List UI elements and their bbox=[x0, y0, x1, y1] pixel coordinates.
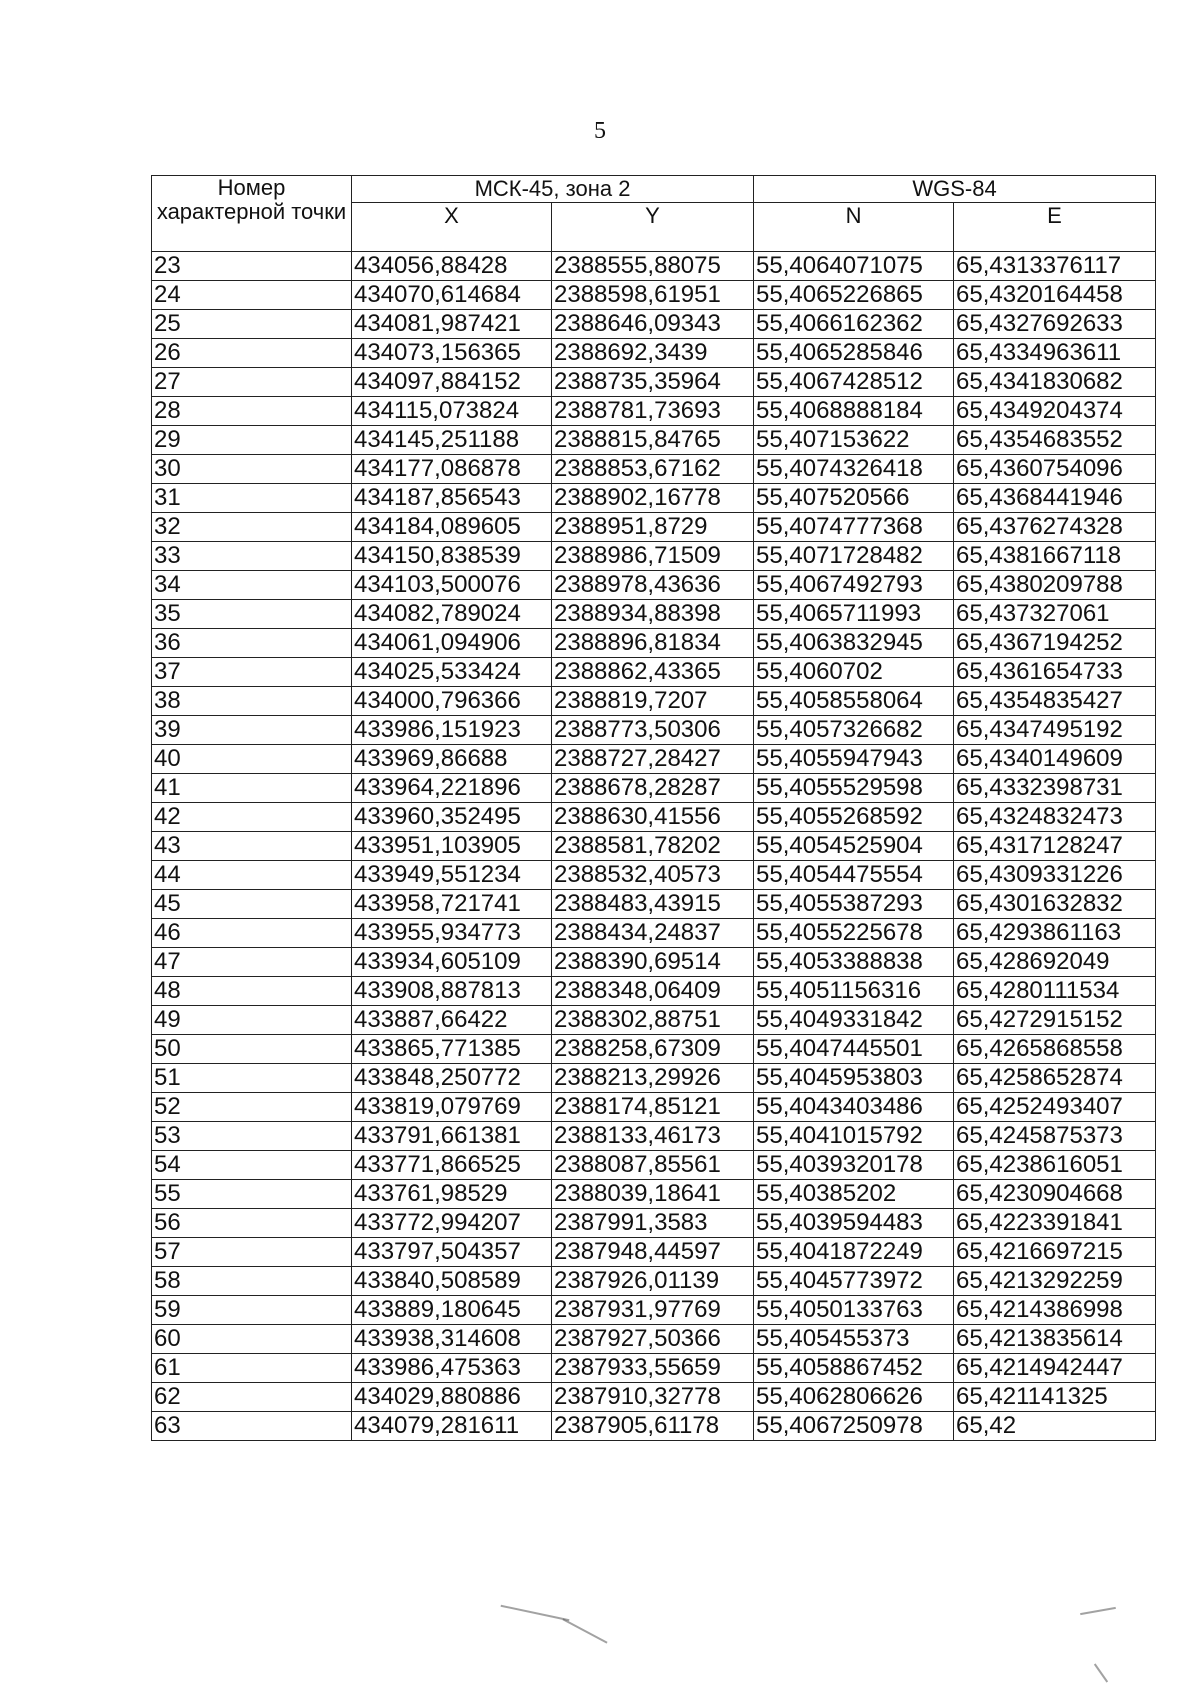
y-cell: 2388174,85121 bbox=[552, 1093, 754, 1122]
x-cell: 433986,151923 bbox=[352, 716, 552, 745]
n-cell: 55,4058867452 bbox=[754, 1354, 954, 1383]
y-cell: 2388815,84765 bbox=[552, 426, 754, 455]
point-number-cell: 47 bbox=[152, 948, 352, 977]
e-cell: 65,4360754096 bbox=[954, 455, 1156, 484]
table-row bbox=[152, 455, 1156, 484]
point-number-cell: 51 bbox=[152, 1064, 352, 1093]
n-cell: 55,4065226865 bbox=[754, 281, 954, 310]
y-cell: 2388862,43365 bbox=[552, 658, 754, 687]
n-cell: 55,4043403486 bbox=[754, 1093, 954, 1122]
y-cell: 2388902,16778 bbox=[552, 484, 754, 513]
table-row bbox=[152, 687, 1156, 716]
point-number-cell: 35 bbox=[152, 600, 352, 629]
table-row bbox=[152, 861, 1156, 890]
n-cell: 55,4039320178 bbox=[754, 1151, 954, 1180]
e-cell: 65,4380209788 bbox=[954, 571, 1156, 600]
point-number-cell: 28 bbox=[152, 397, 352, 426]
e-cell: 65,4313376117 bbox=[954, 252, 1156, 281]
table-row bbox=[152, 890, 1156, 919]
scan-scribble bbox=[501, 1605, 570, 1622]
point-number-cell: 32 bbox=[152, 513, 352, 542]
point-number-cell: 57 bbox=[152, 1238, 352, 1267]
e-cell: 65,4216697215 bbox=[954, 1238, 1156, 1267]
e-cell: 65,4258652874 bbox=[954, 1064, 1156, 1093]
x-cell: 433797,504357 bbox=[352, 1238, 552, 1267]
header-row-groups bbox=[152, 176, 1156, 203]
table-row bbox=[152, 571, 1156, 600]
table-row bbox=[152, 368, 1156, 397]
table-row bbox=[152, 919, 1156, 948]
n-cell: 55,40385202 bbox=[754, 1180, 954, 1209]
point-number-cell: 56 bbox=[152, 1209, 352, 1238]
y-cell: 2388133,46173 bbox=[552, 1122, 754, 1151]
y-cell: 2387991,3583 bbox=[552, 1209, 754, 1238]
e-cell: 65,4293861163 bbox=[954, 919, 1156, 948]
table-row bbox=[152, 426, 1156, 455]
point-number-cell: 53 bbox=[152, 1122, 352, 1151]
n-header: N bbox=[754, 203, 954, 252]
e-cell: 65,4272915152 bbox=[954, 1006, 1156, 1035]
x-cell: 434115,073824 bbox=[352, 397, 552, 426]
point-number-cell: 54 bbox=[152, 1151, 352, 1180]
e-cell: 65,4381667118 bbox=[954, 542, 1156, 571]
point-number-cell: 43 bbox=[152, 832, 352, 861]
e-cell: 65,4354835427 bbox=[954, 687, 1156, 716]
n-cell: 55,4067492793 bbox=[754, 571, 954, 600]
point-number-cell: 44 bbox=[152, 861, 352, 890]
y-cell: 2388348,06409 bbox=[552, 977, 754, 1006]
y-cell: 2388532,40573 bbox=[552, 861, 754, 890]
point-number-cell: 52 bbox=[152, 1093, 352, 1122]
n-cell: 55,4049331842 bbox=[754, 1006, 954, 1035]
page-number: 5 bbox=[594, 118, 606, 144]
table-row bbox=[152, 1064, 1156, 1093]
point-number-cell: 39 bbox=[152, 716, 352, 745]
x-cell: 433964,221896 bbox=[352, 774, 552, 803]
e-cell: 65,4213835614 bbox=[954, 1325, 1156, 1354]
table-row bbox=[152, 1238, 1156, 1267]
scan-scribble bbox=[562, 1618, 607, 1643]
n-cell: 55,4058558064 bbox=[754, 687, 954, 716]
e-cell: 65,428692049 bbox=[954, 948, 1156, 977]
x-cell: 434097,884152 bbox=[352, 368, 552, 397]
y-cell: 2388039,18641 bbox=[552, 1180, 754, 1209]
point-number-cell: 49 bbox=[152, 1006, 352, 1035]
point-number-cell: 55 bbox=[152, 1180, 352, 1209]
point-number-cell: 25 bbox=[152, 310, 352, 339]
wgs84-header: WGS-84 bbox=[754, 176, 1156, 203]
msk45-zone2-header: МСК-45, зона 2 bbox=[352, 176, 754, 203]
y-cell: 2387931,97769 bbox=[552, 1296, 754, 1325]
x-cell: 434150,838539 bbox=[352, 542, 552, 571]
n-cell: 55,4067428512 bbox=[754, 368, 954, 397]
point-number-cell: 29 bbox=[152, 426, 352, 455]
e-header: E bbox=[954, 203, 1156, 252]
y-cell: 2387948,44597 bbox=[552, 1238, 754, 1267]
n-cell: 55,4047445501 bbox=[754, 1035, 954, 1064]
point-number-cell: 41 bbox=[152, 774, 352, 803]
e-cell: 65,4238616051 bbox=[954, 1151, 1156, 1180]
table-row bbox=[152, 600, 1156, 629]
y-cell: 2387933,55659 bbox=[552, 1354, 754, 1383]
y-header: Y bbox=[552, 203, 754, 252]
point-number-cell: 38 bbox=[152, 687, 352, 716]
e-cell: 65,4317128247 bbox=[954, 832, 1156, 861]
table-row bbox=[152, 542, 1156, 571]
y-cell: 2388555,88075 bbox=[552, 252, 754, 281]
x-cell: 434184,089605 bbox=[352, 513, 552, 542]
table-row bbox=[152, 1180, 1156, 1209]
x-cell: 434029,880886 bbox=[352, 1383, 552, 1412]
n-cell: 55,4074777368 bbox=[754, 513, 954, 542]
point-number-cell: 59 bbox=[152, 1296, 352, 1325]
y-cell: 2388951,8729 bbox=[552, 513, 754, 542]
y-cell: 2388978,43636 bbox=[552, 571, 754, 600]
table-row bbox=[152, 1412, 1156, 1441]
scan-scribble bbox=[1094, 1663, 1108, 1682]
point-number-cell: 46 bbox=[152, 919, 352, 948]
n-cell: 55,4051156316 bbox=[754, 977, 954, 1006]
x-cell: 434081,987421 bbox=[352, 310, 552, 339]
x-cell: 433819,079769 bbox=[352, 1093, 552, 1122]
point-number-cell: 23 bbox=[152, 252, 352, 281]
x-cell: 433934,605109 bbox=[352, 948, 552, 977]
table-row bbox=[152, 339, 1156, 368]
x-header: X bbox=[352, 203, 552, 252]
e-cell: 65,4340149609 bbox=[954, 745, 1156, 774]
x-cell: 434000,796366 bbox=[352, 687, 552, 716]
table-row bbox=[152, 716, 1156, 745]
e-cell: 65,4334963611 bbox=[954, 339, 1156, 368]
y-cell: 2387927,50366 bbox=[552, 1325, 754, 1354]
table-row bbox=[152, 1354, 1156, 1383]
table-row bbox=[152, 1151, 1156, 1180]
table-row bbox=[152, 977, 1156, 1006]
table-row bbox=[152, 1035, 1156, 1064]
x-cell: 434079,281611 bbox=[352, 1412, 552, 1441]
e-cell: 65,4223391841 bbox=[954, 1209, 1156, 1238]
y-cell: 2388678,28287 bbox=[552, 774, 754, 803]
point-number-cell: 36 bbox=[152, 629, 352, 658]
e-cell: 65,4354683552 bbox=[954, 426, 1156, 455]
y-cell: 2388781,73693 bbox=[552, 397, 754, 426]
x-cell: 433949,551234 bbox=[352, 861, 552, 890]
y-cell: 2387905,61178 bbox=[552, 1412, 754, 1441]
table-row bbox=[152, 1006, 1156, 1035]
e-cell: 65,4252493407 bbox=[954, 1093, 1156, 1122]
table-row bbox=[152, 1296, 1156, 1325]
y-cell: 2388934,88398 bbox=[552, 600, 754, 629]
point-number-cell: 63 bbox=[152, 1412, 352, 1441]
n-cell: 55,4053388838 bbox=[754, 948, 954, 977]
n-cell: 55,4062806626 bbox=[754, 1383, 954, 1412]
y-cell: 2388630,41556 bbox=[552, 803, 754, 832]
x-cell: 433958,721741 bbox=[352, 890, 552, 919]
e-cell: 65,4341830682 bbox=[954, 368, 1156, 397]
table-body bbox=[152, 252, 1156, 1441]
point-number-cell: 33 bbox=[152, 542, 352, 571]
point-number-cell: 26 bbox=[152, 339, 352, 368]
e-cell: 65,4320164458 bbox=[954, 281, 1156, 310]
point-number-cell: 60 bbox=[152, 1325, 352, 1354]
n-cell: 55,4066162362 bbox=[754, 310, 954, 339]
n-cell: 55,4045773972 bbox=[754, 1267, 954, 1296]
e-cell: 65,4214942447 bbox=[954, 1354, 1156, 1383]
n-cell: 55,4068888184 bbox=[754, 397, 954, 426]
e-cell: 65,4301632832 bbox=[954, 890, 1156, 919]
x-cell: 434073,156365 bbox=[352, 339, 552, 368]
n-cell: 55,407153622 bbox=[754, 426, 954, 455]
table-row bbox=[152, 1267, 1156, 1296]
n-cell: 55,4039594483 bbox=[754, 1209, 954, 1238]
n-cell: 55,407520566 bbox=[754, 484, 954, 513]
point-number-cell: 42 bbox=[152, 803, 352, 832]
y-cell: 2387926,01139 bbox=[552, 1267, 754, 1296]
n-cell: 55,4063832945 bbox=[754, 629, 954, 658]
table-row bbox=[152, 745, 1156, 774]
point-number-cell: 58 bbox=[152, 1267, 352, 1296]
x-cell: 434061,094906 bbox=[352, 629, 552, 658]
y-cell: 2388986,71509 bbox=[552, 542, 754, 571]
e-cell: 65,4347495192 bbox=[954, 716, 1156, 745]
x-cell: 433889,180645 bbox=[352, 1296, 552, 1325]
x-cell: 433986,475363 bbox=[352, 1354, 552, 1383]
e-cell: 65,4349204374 bbox=[954, 397, 1156, 426]
n-cell: 55,4065285846 bbox=[754, 339, 954, 368]
x-cell: 433908,887813 bbox=[352, 977, 552, 1006]
y-cell: 2388773,50306 bbox=[552, 716, 754, 745]
table-row bbox=[152, 658, 1156, 687]
e-cell: 65,4214386998 bbox=[954, 1296, 1156, 1325]
scan-scribble bbox=[1080, 1607, 1116, 1615]
y-cell: 2388819,7207 bbox=[552, 687, 754, 716]
y-cell: 2388087,85561 bbox=[552, 1151, 754, 1180]
x-cell: 433951,103905 bbox=[352, 832, 552, 861]
point-number-cell: 61 bbox=[152, 1354, 352, 1383]
table-row bbox=[152, 281, 1156, 310]
e-cell: 65,4213292259 bbox=[954, 1267, 1156, 1296]
table-row bbox=[152, 1325, 1156, 1354]
n-cell: 55,4055947943 bbox=[754, 745, 954, 774]
n-cell: 55,4057326682 bbox=[754, 716, 954, 745]
n-cell: 55,4060702 bbox=[754, 658, 954, 687]
n-cell: 55,4054475554 bbox=[754, 861, 954, 890]
y-cell: 2388692,3439 bbox=[552, 339, 754, 368]
e-cell: 65,4309331226 bbox=[954, 861, 1156, 890]
x-cell: 433887,66422 bbox=[352, 1006, 552, 1035]
n-cell: 55,405455373 bbox=[754, 1325, 954, 1354]
e-cell: 65,437327061 bbox=[954, 600, 1156, 629]
table-row bbox=[152, 803, 1156, 832]
point-number-cell: 48 bbox=[152, 977, 352, 1006]
x-cell: 434145,251188 bbox=[352, 426, 552, 455]
x-cell: 434025,533424 bbox=[352, 658, 552, 687]
e-cell: 65,4324832473 bbox=[954, 803, 1156, 832]
table-row bbox=[152, 310, 1156, 339]
x-cell: 434056,88428 bbox=[352, 252, 552, 281]
n-cell: 55,4074326418 bbox=[754, 455, 954, 484]
n-cell: 55,4041015792 bbox=[754, 1122, 954, 1151]
coordinates-table bbox=[151, 175, 1156, 1441]
point-number-cell: 31 bbox=[152, 484, 352, 513]
n-cell: 55,4055529598 bbox=[754, 774, 954, 803]
n-cell: 55,4054525904 bbox=[754, 832, 954, 861]
y-cell: 2388853,67162 bbox=[552, 455, 754, 484]
y-cell: 2388258,67309 bbox=[552, 1035, 754, 1064]
x-cell: 433969,86688 bbox=[352, 745, 552, 774]
table-row bbox=[152, 1093, 1156, 1122]
x-cell: 434187,856543 bbox=[352, 484, 552, 513]
y-cell: 2388434,24837 bbox=[552, 919, 754, 948]
table-row bbox=[152, 832, 1156, 861]
e-cell: 65,4265868558 bbox=[954, 1035, 1156, 1064]
table-row bbox=[152, 1209, 1156, 1238]
e-cell: 65,4332398731 bbox=[954, 774, 1156, 803]
x-cell: 434082,789024 bbox=[352, 600, 552, 629]
x-cell: 433955,934773 bbox=[352, 919, 552, 948]
n-cell: 55,4065711993 bbox=[754, 600, 954, 629]
x-cell: 433772,994207 bbox=[352, 1209, 552, 1238]
y-cell: 2388598,61951 bbox=[552, 281, 754, 310]
x-cell: 433848,250772 bbox=[352, 1064, 552, 1093]
table-row bbox=[152, 513, 1156, 542]
y-cell: 2388302,88751 bbox=[552, 1006, 754, 1035]
e-cell: 65,42 bbox=[954, 1412, 1156, 1441]
table-row bbox=[152, 397, 1156, 426]
n-cell: 55,4064071075 bbox=[754, 252, 954, 281]
x-cell: 433865,771385 bbox=[352, 1035, 552, 1064]
point-number-cell: 24 bbox=[152, 281, 352, 310]
e-cell: 65,4280111534 bbox=[954, 977, 1156, 1006]
table-row bbox=[152, 1122, 1156, 1151]
n-cell: 55,4045953803 bbox=[754, 1064, 954, 1093]
x-cell: 433791,661381 bbox=[352, 1122, 552, 1151]
n-cell: 55,4071728482 bbox=[754, 542, 954, 571]
point-number-cell: 45 bbox=[152, 890, 352, 919]
y-cell: 2388896,81834 bbox=[552, 629, 754, 658]
x-cell: 433840,508589 bbox=[352, 1267, 552, 1296]
e-cell: 65,4327692633 bbox=[954, 310, 1156, 339]
n-cell: 55,4050133763 bbox=[754, 1296, 954, 1325]
x-cell: 434070,614684 bbox=[352, 281, 552, 310]
x-cell: 433960,352495 bbox=[352, 803, 552, 832]
n-cell: 55,4055268592 bbox=[754, 803, 954, 832]
point-number-cell: 27 bbox=[152, 368, 352, 397]
point-number-cell: 30 bbox=[152, 455, 352, 484]
x-cell: 434103,500076 bbox=[352, 571, 552, 600]
e-cell: 65,421141325 bbox=[954, 1383, 1156, 1412]
n-cell: 55,4055387293 bbox=[754, 890, 954, 919]
x-cell: 433938,314608 bbox=[352, 1325, 552, 1354]
x-cell: 434177,086878 bbox=[352, 455, 552, 484]
point-number-cell: 50 bbox=[152, 1035, 352, 1064]
e-cell: 65,4245875373 bbox=[954, 1122, 1156, 1151]
n-cell: 55,4067250978 bbox=[754, 1412, 954, 1441]
e-cell: 65,4230904668 bbox=[954, 1180, 1156, 1209]
point-number-cell: 62 bbox=[152, 1383, 352, 1412]
table-row bbox=[152, 774, 1156, 803]
y-cell: 2388727,28427 bbox=[552, 745, 754, 774]
e-cell: 65,4368441946 bbox=[954, 484, 1156, 513]
y-cell: 2388213,29926 bbox=[552, 1064, 754, 1093]
point-number-cell: 37 bbox=[152, 658, 352, 687]
point-number-cell: 40 bbox=[152, 745, 352, 774]
y-cell: 2388646,09343 bbox=[552, 310, 754, 339]
table-row bbox=[152, 629, 1156, 658]
x-cell: 433771,866525 bbox=[352, 1151, 552, 1180]
e-cell: 65,4376274328 bbox=[954, 513, 1156, 542]
n-cell: 55,4041872249 bbox=[754, 1238, 954, 1267]
point-number-cell: 34 bbox=[152, 571, 352, 600]
n-cell: 55,4055225678 bbox=[754, 919, 954, 948]
x-cell: 433761,98529 bbox=[352, 1180, 552, 1209]
table-row bbox=[152, 252, 1156, 281]
table-row bbox=[152, 484, 1156, 513]
e-cell: 65,4367194252 bbox=[954, 629, 1156, 658]
y-cell: 2388390,69514 bbox=[552, 948, 754, 977]
y-cell: 2388735,35964 bbox=[552, 368, 754, 397]
table-row bbox=[152, 948, 1156, 977]
y-cell: 2387910,32778 bbox=[552, 1383, 754, 1412]
table-row bbox=[152, 1383, 1156, 1412]
y-cell: 2388581,78202 bbox=[552, 832, 754, 861]
point-number-header: Номер характерной точки bbox=[152, 176, 352, 252]
e-cell: 65,4361654733 bbox=[954, 658, 1156, 687]
y-cell: 2388483,43915 bbox=[552, 890, 754, 919]
